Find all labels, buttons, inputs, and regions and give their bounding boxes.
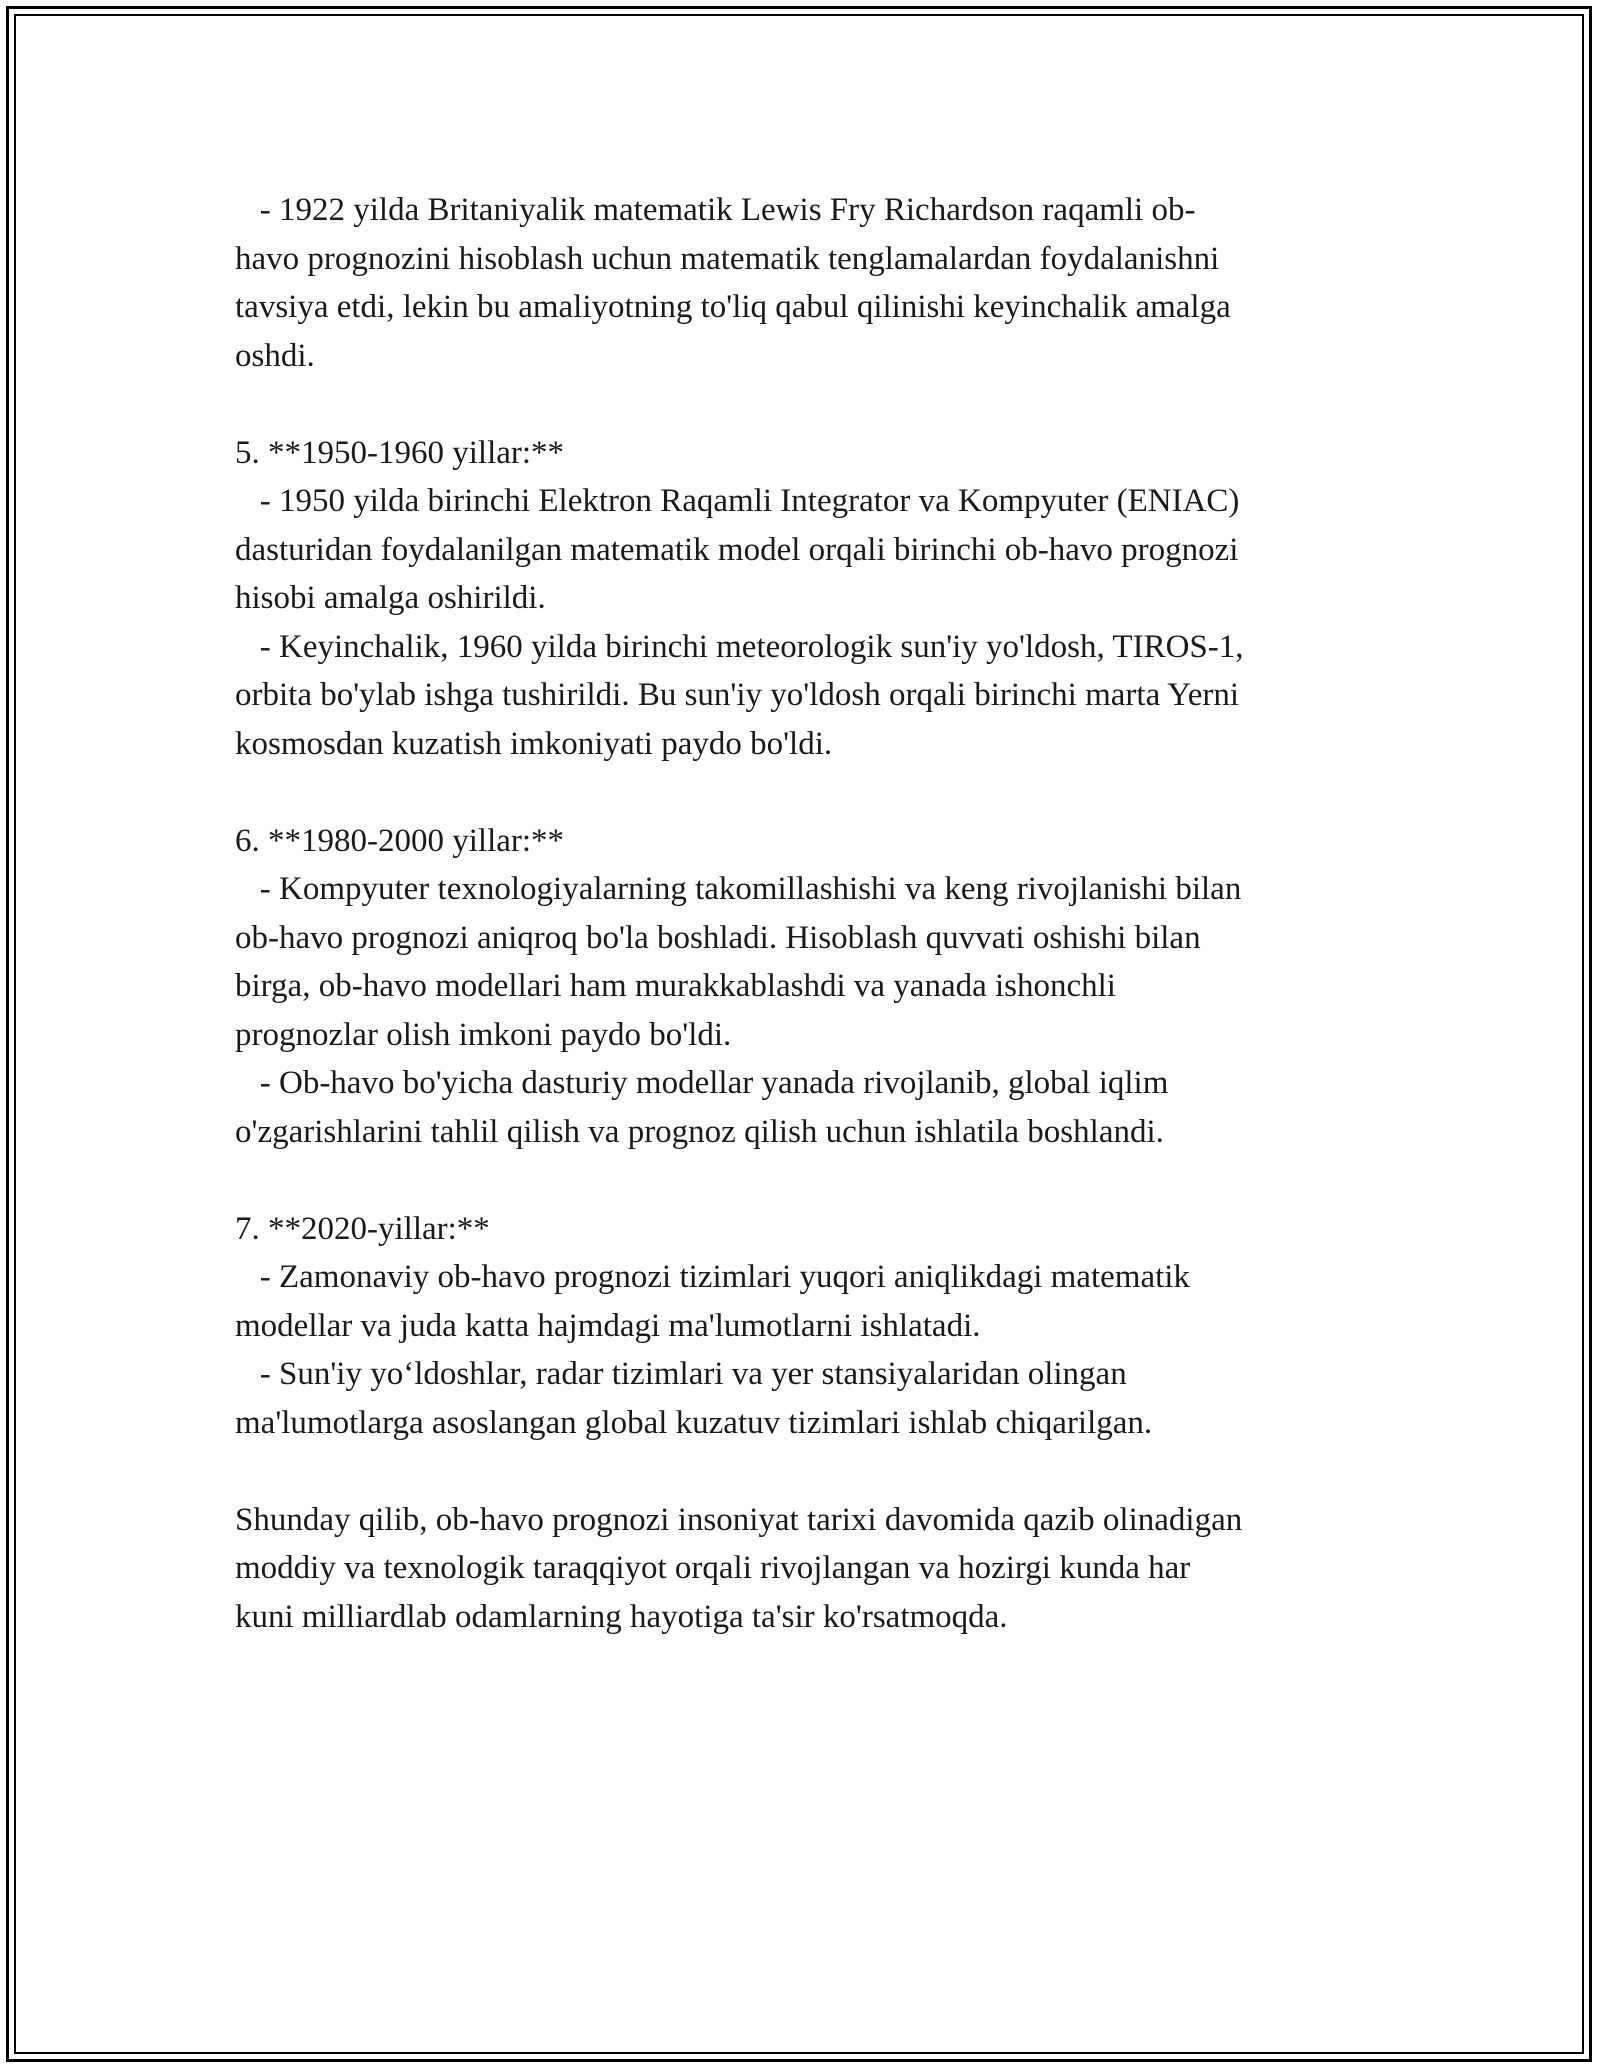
paragraph-conclusion	[235, 1496, 1375, 1642]
section-heading: 5. **1950-1960 yillar:**	[235, 434, 565, 471]
paragraph-spacer	[235, 380, 1375, 429]
section-2020	[235, 1205, 1375, 1448]
text-line: - 1950 yilda birinchi Elektron Raqamli Integrator va Kompyuter (ENIAC)	[235, 483, 1240, 519]
text-line: orbita bo'ylab ishga tushirildi. Bu sun'iy yo'ldosh orqali birinchi marta Yerni	[235, 677, 1240, 713]
text-line: birga, ob-havo modellari ham murakkablashdi va yanada ishonchli	[235, 968, 1116, 1004]
text-line: moddiy va texnologik taraqqiyot orqali rivojlangan va hozirgi kunda har	[235, 1550, 1191, 1586]
section-1950-1960	[235, 429, 1375, 769]
text-line: hisobi amalga oshirildi.	[235, 580, 546, 616]
text-line: - Kompyuter texnologiyalarning takomillashishi va keng rivojlanishi bilan	[235, 871, 1242, 907]
paragraph-richardson	[235, 186, 1375, 380]
paragraph-spacer	[235, 768, 1375, 817]
text-line: kuni milliardlab odamlarning hayotiga ta'sir ko'rsatmoqda.	[235, 1598, 1008, 1635]
text-line: kosmosdan kuzatish imkoniyati paydo bo'ldi.	[235, 725, 833, 762]
text-line: - Keyinchalik, 1960 yilda birinchi meteorologik sun'iy yo'ldosh, TIROS-1,	[235, 628, 1244, 665]
section-1980-2000	[235, 817, 1375, 1157]
section-heading: 7. **2020-yillar:**	[235, 1210, 490, 1247]
text-line: - Zamonaviy ob-havo prognozi tizimlari yuqori aniqlikdagi matematik	[235, 1259, 1190, 1295]
text-line: prognozlar olish imkoni paydo bo'ldi.	[235, 1016, 732, 1053]
section-heading: 6. **1980-2000 yillar:**	[235, 822, 565, 859]
text-line: ma'lumotlarga asoslangan global kuzatuv tizimlari ishlab chiqarilgan.	[235, 1404, 1153, 1441]
paragraph-spacer	[235, 1156, 1375, 1205]
text-line: - Ob-havo bo'yicha dasturiy modellar yanada rivojlanib, global iqlim	[235, 1065, 1169, 1101]
text-line: modellar va juda katta hajmdagi ma'lumotlarni ishlatadi.	[235, 1307, 981, 1344]
text-line: tavsiya etdi, lekin bu amaliyotning to'liq qabul qilinishi keyinchalik amalga	[235, 289, 1231, 325]
document-body	[235, 186, 1375, 1641]
text-line: dasturidan foydalanilgan matematik model orqali birinchi ob-havo prognozi	[235, 531, 1239, 568]
text-line: ob-havo prognozi aniqroq bo'la boshladi. Hisoblash quvvati oshishi bilan	[235, 919, 1201, 956]
text-line: havo prognozini hisoblash uchun matematik tenglamalardan foydalanishni	[235, 240, 1220, 277]
text-line: Shunday qilib, ob-havo prognozi insoniyat tarixi davomida qazib olinadigan	[235, 1501, 1243, 1538]
text-line: oshdi.	[235, 337, 315, 374]
text-line: o'zgarishlarini tahlil qilish va prognoz qilish uchun ishlatila boshlandi.	[235, 1113, 1164, 1150]
text-line: - Sun'iy yo‘ldoshlar, radar tizimlari va yer stansiyalaridan olingan	[235, 1356, 1127, 1392]
paragraph-spacer	[235, 1447, 1375, 1496]
text-line: - 1922 yilda Britaniyalik matematik Lewis Fry Richardson raqamli ob-	[235, 192, 1196, 228]
